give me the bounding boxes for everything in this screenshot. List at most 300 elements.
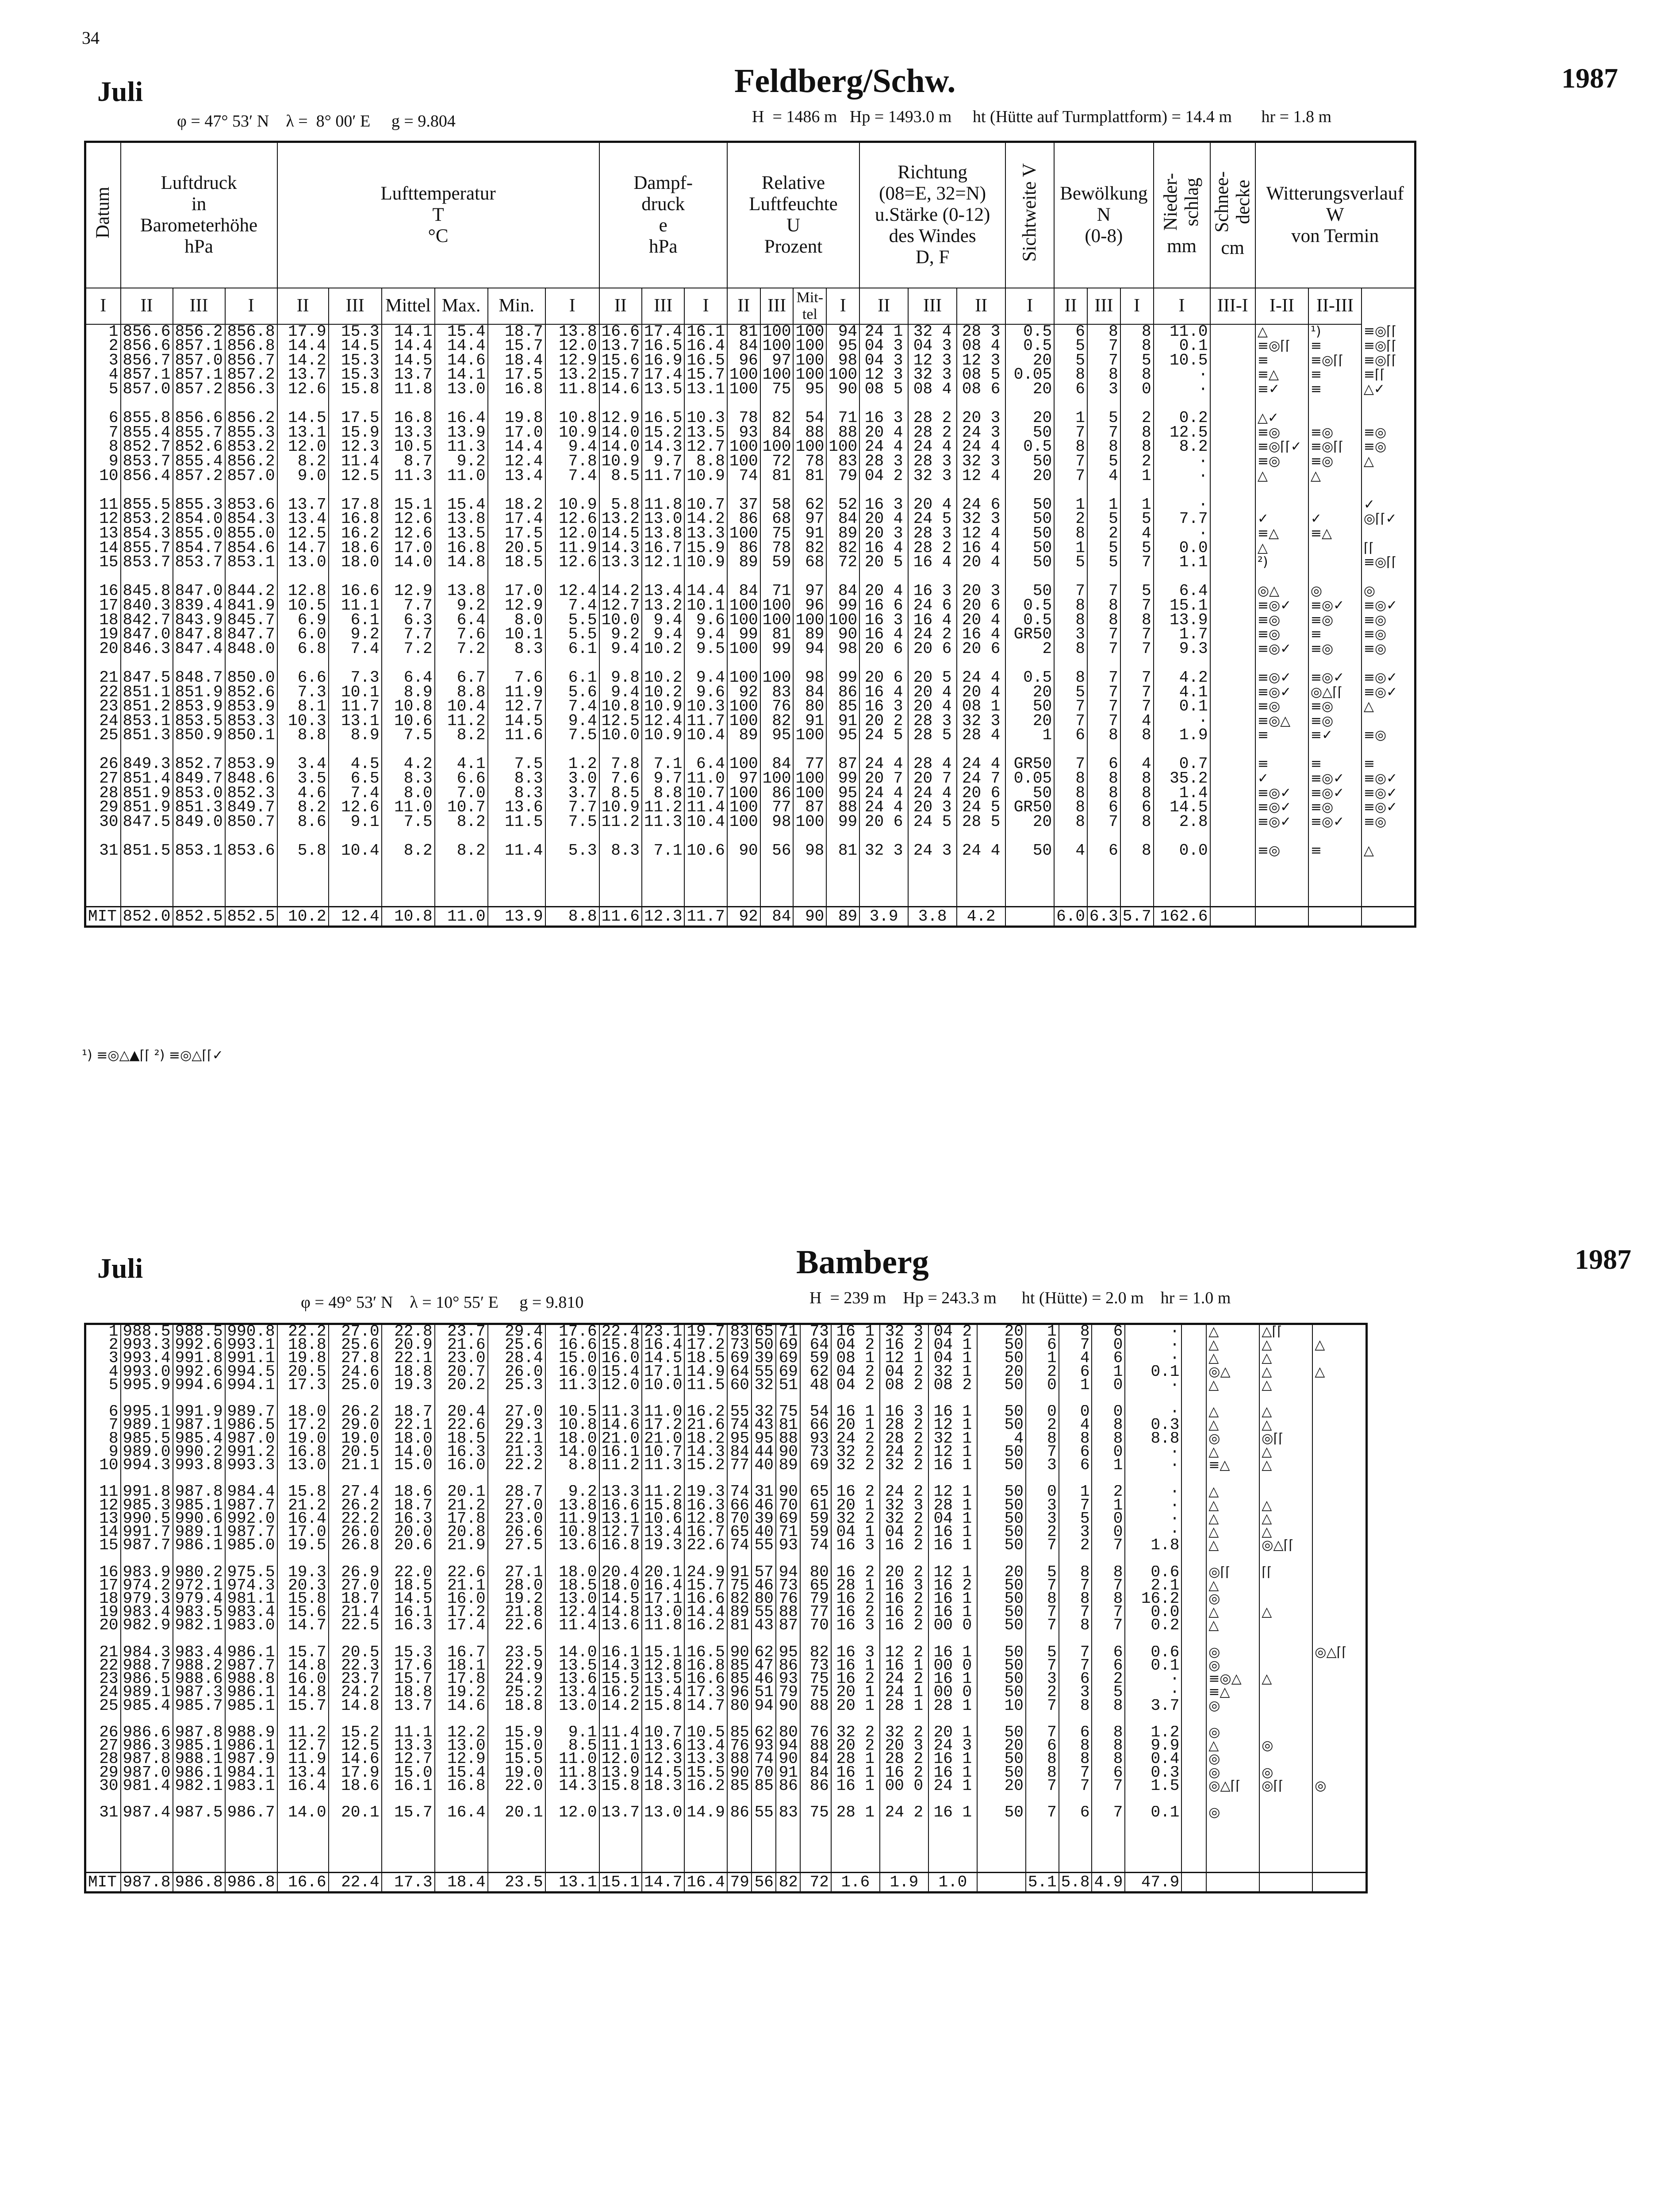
mean-cell-26 xyxy=(1255,907,1308,927)
cell-9: 5.3 xyxy=(545,844,599,858)
cell-19: 12 1 xyxy=(928,1485,977,1498)
cell-6: 8.3 xyxy=(382,772,435,786)
cell-3: 985.1 xyxy=(225,1699,277,1713)
cell-12 xyxy=(684,829,727,844)
cell-6: 8.2 xyxy=(382,844,435,858)
cell-9: 11.3 xyxy=(545,1379,599,1392)
cell-28 xyxy=(1312,1766,1366,1779)
cell-11: 13.5 xyxy=(642,1672,684,1686)
cell-0: 29 xyxy=(85,800,121,815)
cell-7: 17.4 xyxy=(435,1619,488,1632)
cell-26: ≡◎⌈⌈ xyxy=(1255,339,1308,353)
cell-13: 77 xyxy=(727,1459,752,1472)
cell-13: 84 xyxy=(727,584,760,599)
cell-15: 80 xyxy=(793,699,826,714)
subheader-20: I xyxy=(1005,288,1054,324)
cell-7 xyxy=(435,1632,488,1646)
cell-16 xyxy=(826,829,859,844)
cell-23: 6 xyxy=(1120,800,1154,815)
cell-0: 23 xyxy=(85,699,121,714)
cell-1: 856.4 xyxy=(121,469,173,484)
cell-20: 50 xyxy=(1005,426,1054,440)
cell-5: 7.4 xyxy=(329,786,382,801)
cell-4: 20.3 xyxy=(277,1579,329,1592)
cell-22: 8 xyxy=(1059,1592,1092,1605)
cell-11: 14.3 xyxy=(642,440,684,454)
pressure-header-label: Luftdruck in Barometerhöhe hPa xyxy=(140,172,258,257)
cell-1: 985.4 xyxy=(121,1699,173,1713)
cell-19: 24 1 xyxy=(928,1779,977,1793)
cell-18: 28 3 xyxy=(908,454,957,469)
cell-7: 20.1 xyxy=(435,1485,488,1498)
cell-22: 8 xyxy=(1087,440,1120,454)
mean-cell-15: 90 xyxy=(793,907,826,927)
cell-22: 6 xyxy=(1059,1365,1092,1379)
cell-3 xyxy=(225,570,277,584)
cell-11: 12.4 xyxy=(642,714,684,729)
cell-28 xyxy=(1312,1686,1366,1699)
cell-6: 20.6 xyxy=(382,1539,435,1552)
cell-7: 7.6 xyxy=(435,627,488,642)
cell-9: 13.6 xyxy=(545,1539,599,1552)
cell-14: 40 xyxy=(752,1525,776,1539)
cell-25 xyxy=(1181,1432,1206,1445)
subheader-9: I xyxy=(545,288,599,324)
cell-0: 13 xyxy=(85,526,121,541)
table-row xyxy=(85,411,1415,426)
cell-13: 84 xyxy=(727,1445,752,1459)
cell-8 xyxy=(488,743,545,757)
cell-21 xyxy=(1026,1392,1059,1405)
subheader-4: II xyxy=(277,288,329,324)
cell-15: 100 xyxy=(793,324,826,339)
cell-13: 100 xyxy=(727,613,760,628)
cell-27 xyxy=(1259,1632,1312,1646)
cell-25 xyxy=(1210,800,1255,815)
cell-11: 9.4 xyxy=(642,613,684,628)
cell-8: 22.9 xyxy=(488,1659,545,1672)
cell-15: 80 xyxy=(776,1726,800,1739)
cell-11: 12.8 xyxy=(642,1659,684,1672)
cell-9: 14.3 xyxy=(545,1779,599,1793)
cell-25 xyxy=(1181,1539,1206,1552)
cell-8: 22.1 xyxy=(488,1432,545,1445)
cell-19: 32 3 xyxy=(957,714,1005,729)
cell-21: 1 xyxy=(1054,498,1087,512)
cell-19: 08 1 xyxy=(957,699,1005,714)
cell-18: 20 5 xyxy=(908,671,957,685)
cell-2: 849.7 xyxy=(173,772,225,786)
cell-0: 26 xyxy=(85,1726,121,1739)
cell-11: 10.9 xyxy=(642,699,684,714)
cell-14: 55 xyxy=(752,1539,776,1552)
cell-19 xyxy=(957,483,1005,498)
cell-8: 17.5 xyxy=(488,526,545,541)
cell-8 xyxy=(488,1472,545,1485)
cell-3: 993.3 xyxy=(225,1459,277,1472)
cell-14: 77 xyxy=(760,800,794,815)
cell-25 xyxy=(1181,1766,1206,1779)
cell-25 xyxy=(1181,1566,1206,1579)
cell-2 xyxy=(173,1472,225,1485)
cell-20: GR50 xyxy=(1005,800,1054,815)
cell-15: 100 xyxy=(793,353,826,368)
cell-1: 987.4 xyxy=(121,1806,173,1819)
cell-6 xyxy=(382,829,435,844)
cell-9: 7.4 xyxy=(545,469,599,484)
cell-22: 6 xyxy=(1059,1459,1092,1472)
cell-23: 8 xyxy=(1120,772,1154,786)
cell-3: 856.2 xyxy=(225,454,277,469)
subheader-25: III-I xyxy=(1210,288,1255,324)
cell-14: 100 xyxy=(760,671,794,685)
cell-25 xyxy=(1181,1379,1206,1392)
precipitation-header xyxy=(1154,142,1210,288)
cell-21 xyxy=(1026,1632,1059,1646)
cell-9: 7.4 xyxy=(545,699,599,714)
cell-17: 32 2 xyxy=(831,1445,880,1459)
cell-24 xyxy=(1125,1713,1181,1726)
cell-1: 994.3 xyxy=(121,1459,173,1472)
cell-27: ✓ xyxy=(1308,512,1362,526)
cell-18: 24 3 xyxy=(908,844,957,858)
cell-12: 14.2 xyxy=(684,512,727,526)
cell-6: 11.1 xyxy=(382,1726,435,1739)
cell-28 xyxy=(1312,1459,1366,1472)
cell-26 xyxy=(1206,1632,1259,1646)
cell-18: 32 3 xyxy=(880,1324,928,1339)
cell-20: 0.5 xyxy=(1005,324,1054,339)
cell-1: 851.9 xyxy=(121,786,173,801)
mean-row xyxy=(85,907,1415,927)
cell-12: 11.0 xyxy=(684,772,727,786)
cell-21: 8 xyxy=(1054,786,1087,801)
cell-21: 6 xyxy=(1026,1739,1059,1752)
cell-0 xyxy=(85,1713,121,1726)
cell-7: 16.4 xyxy=(435,1806,488,1819)
cell-12: 10.3 xyxy=(684,411,727,426)
cell-4: 11.9 xyxy=(277,1752,329,1766)
cell-4: 8.6 xyxy=(277,815,329,830)
cell-5: 18.6 xyxy=(329,1779,382,1793)
cell-25 xyxy=(1210,642,1255,657)
cell-5: 20.1 xyxy=(329,1806,382,1819)
cell-27 xyxy=(1259,1713,1312,1726)
cell-13: 64 xyxy=(727,1365,752,1379)
cell-11: 11.2 xyxy=(642,800,684,815)
cell-7: 4.1 xyxy=(435,757,488,772)
cell-25 xyxy=(1181,1499,1206,1512)
cell-15 xyxy=(776,1713,800,1726)
cell-4: 6.9 xyxy=(277,613,329,628)
cell-12: 16.5 xyxy=(684,353,727,368)
cell-10: 12.9 xyxy=(599,411,642,426)
station-1-coordinates: φ = 47° 53′ N λ = 8° 00′ E g = 9.804 xyxy=(177,112,456,131)
cell-18: 24 2 xyxy=(880,1806,928,1819)
cell-0: 21 xyxy=(85,1646,121,1659)
cell-10 xyxy=(599,483,642,498)
cell-19: 16 1 xyxy=(928,1672,977,1686)
cell-10: 13.1 xyxy=(599,1512,642,1525)
cell-12: 16.2 xyxy=(684,1779,727,1793)
cell-13: 86 xyxy=(727,541,760,556)
cell-9 xyxy=(545,1472,599,1485)
cell-7: 7.2 xyxy=(435,642,488,657)
cell-18: 24 4 xyxy=(908,440,957,454)
cell-11: 11.2 xyxy=(642,1485,684,1498)
cell-25 xyxy=(1210,483,1255,498)
cell-11: 12.1 xyxy=(642,555,684,570)
cell-10: 15.7 xyxy=(599,368,642,382)
cell-27 xyxy=(1308,555,1362,570)
cell-22: 6 xyxy=(1059,1672,1092,1686)
cell-26: ≡ xyxy=(1255,728,1308,743)
cell-9: 5.5 xyxy=(545,627,599,642)
cell-7 xyxy=(435,1713,488,1726)
cell-1: 851.5 xyxy=(121,844,173,858)
cell-16: 86 xyxy=(800,1779,831,1793)
cell-5: 13.1 xyxy=(329,714,382,729)
cell-1: 847.0 xyxy=(121,627,173,642)
cell-8: 17.4 xyxy=(488,512,545,526)
cell-20: 50 xyxy=(977,1539,1026,1552)
cell-18: 28 3 xyxy=(908,526,957,541)
cell-6: 14.0 xyxy=(382,1445,435,1459)
table-row xyxy=(85,1752,1367,1766)
cell-10: 12.0 xyxy=(599,1379,642,1392)
cell-22: 8 xyxy=(1059,1752,1092,1766)
cell-7: 14.1 xyxy=(435,368,488,382)
cell-22: 8 xyxy=(1059,1739,1092,1752)
cell-17: 28 1 xyxy=(831,1752,880,1766)
cell-0: 15 xyxy=(85,555,121,570)
subheader-8: Min. xyxy=(488,288,545,324)
cell-20: 0.5 xyxy=(1005,613,1054,628)
cell-9 xyxy=(545,1632,599,1646)
mean-cell-27 xyxy=(1308,907,1362,927)
cell-26: ✓ xyxy=(1255,512,1308,526)
cell-13: 80 xyxy=(727,1699,752,1713)
cell-12: 17.3 xyxy=(684,1686,727,1699)
cell-24: 13.9 xyxy=(1154,613,1210,628)
cell-20: 20 xyxy=(977,1324,1026,1339)
cell-24: 0.1 xyxy=(1154,699,1210,714)
cell-6: 7.5 xyxy=(382,815,435,830)
cell-3: 991.2 xyxy=(225,1445,277,1459)
cell-15: 51 xyxy=(776,1379,800,1392)
cell-21: 6 xyxy=(1054,728,1087,743)
cell-25 xyxy=(1181,1686,1206,1699)
cell-12: 10.9 xyxy=(684,555,727,570)
cell-11 xyxy=(642,1392,684,1405)
cell-20: 0.5 xyxy=(1005,440,1054,454)
cell-14: 72 xyxy=(760,454,794,469)
cell-22: 7 xyxy=(1087,426,1120,440)
cell-26: ◎ xyxy=(1206,1766,1259,1779)
cell-12: 16.8 xyxy=(684,1659,727,1672)
cell-5: 24.2 xyxy=(329,1686,382,1699)
cell-13: 85 xyxy=(727,1659,752,1672)
cell-26 xyxy=(1255,483,1308,498)
cell-15: 81 xyxy=(793,469,826,484)
table-row xyxy=(85,685,1415,700)
cell-27: ¹) xyxy=(1308,324,1362,339)
mean-cell-7: 18.4 xyxy=(435,1872,488,1892)
cell-23 xyxy=(1092,1552,1125,1565)
cell-8: 22.0 xyxy=(488,1779,545,1793)
cell-18: 16 4 xyxy=(908,555,957,570)
cell-16: 54 xyxy=(800,1405,831,1418)
cell-2: 854.0 xyxy=(173,512,225,526)
cell-8: 8.3 xyxy=(488,642,545,657)
snow-header-unit: cm xyxy=(1221,238,1244,258)
cell-9 xyxy=(545,397,599,411)
cell-20: 50 xyxy=(977,1659,1026,1672)
cell-18: 16 4 xyxy=(908,613,957,628)
cell-15: 71 xyxy=(776,1525,800,1539)
cell-11: 9.4 xyxy=(642,627,684,642)
cell-4: 14.8 xyxy=(277,1659,329,1672)
cell-0: 30 xyxy=(85,1779,121,1793)
cell-6: 18.8 xyxy=(382,1365,435,1379)
cell-11: 15.2 xyxy=(642,426,684,440)
cell-6: 14.1 xyxy=(382,324,435,339)
cell-26: △ xyxy=(1206,1352,1259,1365)
page-number: 34 xyxy=(82,28,100,48)
cell-28: ✓ xyxy=(1362,498,1415,512)
cell-1: 985.5 xyxy=(121,1432,173,1445)
cell-27 xyxy=(1259,1686,1312,1699)
cell-18 xyxy=(908,743,957,757)
cell-3: 991.1 xyxy=(225,1352,277,1365)
cell-4: 13.4 xyxy=(277,512,329,526)
cell-15: 89 xyxy=(776,1459,800,1472)
cell-5: 27.0 xyxy=(329,1324,382,1339)
cell-6 xyxy=(382,1392,435,1405)
cell-8: 14.4 xyxy=(488,440,545,454)
station-2-title: Bamberg xyxy=(796,1244,929,1281)
cell-27 xyxy=(1308,656,1362,671)
cell-17 xyxy=(859,656,908,671)
cell-12: 10.9 xyxy=(684,469,727,484)
cell-16: 52 xyxy=(826,498,859,512)
cell-2: 982.1 xyxy=(173,1619,225,1632)
cell-7: 12.2 xyxy=(435,1726,488,1739)
cell-26: △ xyxy=(1206,1324,1259,1339)
cell-3: 986.1 xyxy=(225,1646,277,1659)
subheader-26: I-II xyxy=(1255,288,1308,324)
cell-21: 3 xyxy=(1026,1672,1059,1686)
cell-4: 19.3 xyxy=(277,1566,329,1579)
cell-26: ≡◎△ xyxy=(1255,714,1308,729)
cell-2: 854.7 xyxy=(173,541,225,556)
cell-24: 9.9 xyxy=(1125,1739,1181,1752)
cell-14: 78 xyxy=(760,541,794,556)
cell-10: 14.8 xyxy=(599,1605,642,1619)
cell-17: 16 6 xyxy=(859,599,908,613)
cell-23: 5 xyxy=(1120,584,1154,599)
cell-25 xyxy=(1181,1699,1206,1713)
cell-9: 17.6 xyxy=(545,1324,599,1339)
cell-5: 24.6 xyxy=(329,1365,382,1379)
cell-21: 7 xyxy=(1054,469,1087,484)
cell-11: 11.3 xyxy=(642,1459,684,1472)
cell-25 xyxy=(1181,1445,1206,1459)
cell-4: 18.0 xyxy=(277,1405,329,1418)
cell-10: 11.1 xyxy=(599,1739,642,1752)
cell-1 xyxy=(121,1392,173,1405)
cell-1: 856.6 xyxy=(121,324,173,339)
table-row xyxy=(85,786,1415,801)
cell-10: 16.6 xyxy=(599,1499,642,1512)
cell-22: 5 xyxy=(1087,512,1120,526)
cell-25 xyxy=(1181,1324,1206,1339)
cell-9: 6.1 xyxy=(545,642,599,657)
cell-11: 11.7 xyxy=(642,469,684,484)
cell-28 xyxy=(1312,1499,1366,1512)
cell-4: 8.1 xyxy=(277,699,329,714)
cell-14: 39 xyxy=(752,1352,776,1365)
cell-28: ≡◎✓ xyxy=(1362,800,1415,815)
cell-27: △ xyxy=(1259,1459,1312,1472)
cell-13: 73 xyxy=(727,1338,752,1352)
cell-1: 853.2 xyxy=(121,512,173,526)
cell-27 xyxy=(1259,1752,1312,1766)
cell-9: 13.8 xyxy=(545,324,599,339)
cell-8 xyxy=(488,1713,545,1726)
cell-8: 16.8 xyxy=(488,382,545,397)
subheader-16: I xyxy=(826,288,859,324)
cell-4: 17.3 xyxy=(277,1379,329,1392)
cell-7: 13.9 xyxy=(435,426,488,440)
table-row xyxy=(85,772,1415,786)
cell-18: 20 2 xyxy=(880,1566,928,1579)
cell-18: 16 2 xyxy=(880,1338,928,1352)
cell-7: 22.6 xyxy=(435,1566,488,1579)
cell-14: 51 xyxy=(752,1686,776,1699)
cell-12: 14.7 xyxy=(684,1699,727,1713)
cell-0: 25 xyxy=(85,728,121,743)
cell-0: 4 xyxy=(85,368,121,382)
cell-9 xyxy=(545,829,599,844)
cell-10: 15.8 xyxy=(599,1779,642,1793)
cell-4: 14.7 xyxy=(277,541,329,556)
cell-20: 0.5 xyxy=(1005,339,1054,353)
cell-15: 91 xyxy=(776,1766,800,1779)
cell-17: 28 1 xyxy=(831,1806,880,1819)
cell-28 xyxy=(1312,1726,1366,1739)
cell-23 xyxy=(1092,1392,1125,1405)
cell-13 xyxy=(727,1472,752,1485)
cell-10 xyxy=(599,829,642,844)
cell-18: 28 2 xyxy=(908,426,957,440)
cell-23: 7 xyxy=(1092,1806,1125,1819)
cell-12: 13.4 xyxy=(684,1739,727,1752)
cell-2: 988.5 xyxy=(173,1324,225,1339)
cell-7: 13.8 xyxy=(435,512,488,526)
cell-9: 16.6 xyxy=(545,1338,599,1352)
cell-18: 04 2 xyxy=(880,1525,928,1539)
cell-18: 32 2 xyxy=(880,1726,928,1739)
cell-23: 8 xyxy=(1120,815,1154,830)
cell-2: 994.6 xyxy=(173,1379,225,1392)
cell-22: 6 xyxy=(1059,1806,1092,1819)
cell-5: 17.8 xyxy=(329,498,382,512)
cell-23: 7 xyxy=(1092,1619,1125,1632)
cell-11: 15.4 xyxy=(642,1686,684,1699)
cell-7: 15.4 xyxy=(435,1766,488,1779)
cell-4: 13.1 xyxy=(277,426,329,440)
